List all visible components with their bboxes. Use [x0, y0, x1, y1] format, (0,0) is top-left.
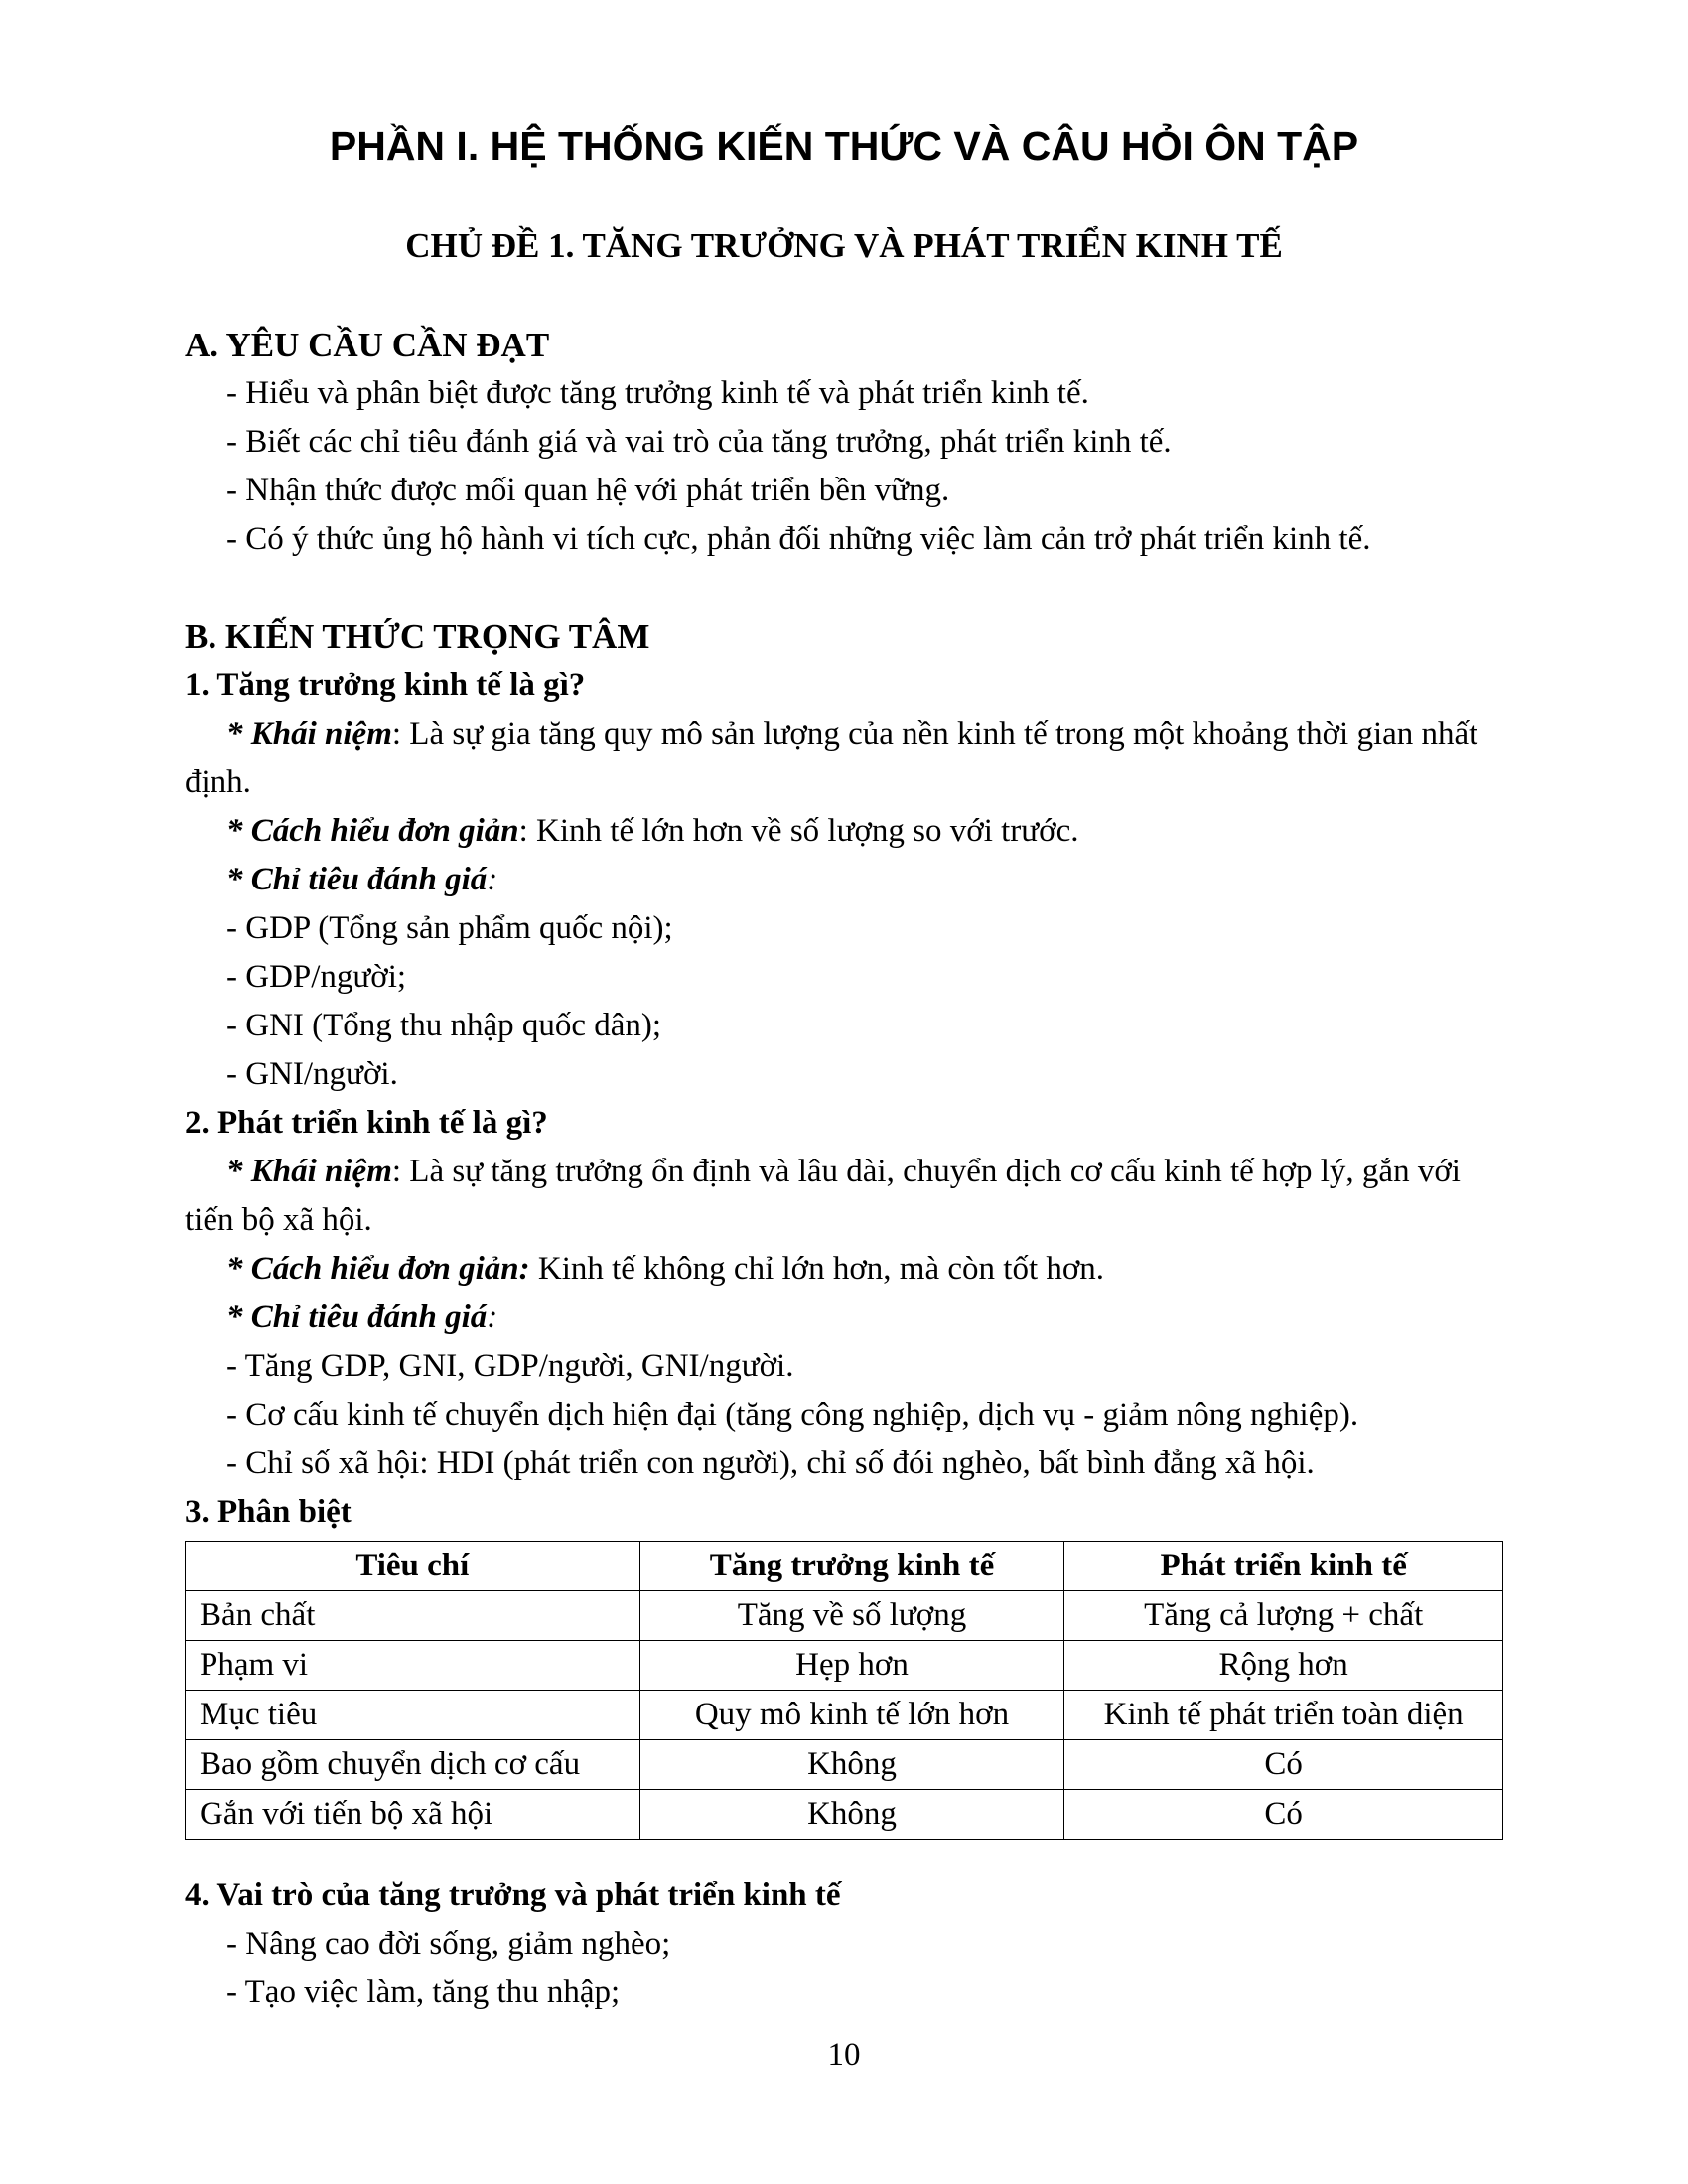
concept-text: : Là sự tăng trưởng ổn định và lâu dài, chuyển dịch cơ cấu kinh tế hợp lý, gắn với tiến bộ xã hội. [185, 1154, 1461, 1238]
topic-title: CHỦ ĐỀ 1. TĂNG TRƯỞNG VÀ PHÁT TRIỂN KINH TẾ [405, 226, 1283, 265]
concept-label: * Khái niệm [226, 716, 392, 751]
section-b-heading: B. KIẾN THỨC TRỌNG TÂM [185, 617, 650, 656]
q3-heading: 3. Phân biệt [185, 1494, 352, 1530]
role-item: - Nâng cao đời sống, giảm nghèo; [226, 1926, 671, 1962]
table-cell: Gắn với tiến bộ xã hội [186, 1790, 640, 1840]
q2-simple [185, 1245, 1505, 1294]
q2-heading: 2. Phát triển kinh tế là gì? [185, 1105, 548, 1141]
criteria-item: - GDP (Tổng sản phẩm quốc nội); [226, 910, 673, 946]
table-cell: Tăng cả lượng + chất [1064, 1591, 1503, 1641]
document-body [185, 321, 1505, 2017]
table-header-row [186, 1542, 1503, 1591]
criteria-item: - GDP/người; [226, 959, 407, 995]
simple-label: * Cách hiểu đơn giản [226, 813, 519, 849]
criteria-item: - Chỉ số xã hội: HDI (phát triển con người), chỉ số đói nghèo, bất bình đẳng xã hội. [226, 1445, 1315, 1481]
criteria-colon: : [487, 1299, 498, 1335]
comparison-table [185, 1541, 1503, 1840]
criteria-item: - GNI/người. [226, 1056, 398, 1092]
table-cell: Quy mô kinh tế lớn hơn [639, 1691, 1064, 1740]
table-cell: Không [639, 1740, 1064, 1790]
table-row [186, 1740, 1503, 1790]
table-row [186, 1641, 1503, 1691]
table-cell: Kinh tế phát triển toàn diện [1064, 1691, 1503, 1740]
simple-label: * Cách hiểu đơn giản: [226, 1251, 530, 1287]
table-cell: Phạm vi [186, 1641, 640, 1691]
simple-text: Kinh tế không chỉ lớn hơn, mà còn tốt hơn. [529, 1251, 1105, 1287]
q1-simple [185, 807, 1505, 856]
table-cell: Bao gồm chuyển dịch cơ cấu [186, 1740, 640, 1790]
q2-criteria-label [185, 1294, 1505, 1342]
table-header-cell: Tiêu chí [186, 1542, 640, 1591]
table-cell: Có [1064, 1740, 1503, 1790]
criteria-colon: : [487, 862, 498, 897]
table-cell: Bản chất [186, 1591, 640, 1641]
table-row [186, 1790, 1503, 1840]
requirement-item: - Biết các chỉ tiêu đánh giá và vai trò của tăng trưởng, phát triển kinh tế. [226, 424, 1172, 460]
simple-text: : Kinh tế lớn hơn về số lượng so với trước. [518, 813, 1079, 849]
section-a-heading: A. YÊU CẦU CẦN ĐẠT [185, 326, 550, 364]
table-header-cell: Tăng trưởng kinh tế [639, 1542, 1064, 1591]
table-cell: Có [1064, 1790, 1503, 1840]
requirement-item: - Nhận thức được mối quan hệ với phát triển bền vững. [226, 473, 950, 508]
role-item: - Tạo việc làm, tăng thu nhập; [226, 1975, 621, 2010]
q2-concept [185, 1148, 1505, 1245]
part-heading: PHẦN I. HỆ THỐNG KIẾN THỨC VÀ CÂU HỎI ÔN TẬP [329, 123, 1359, 169]
table-cell: Không [639, 1790, 1064, 1840]
table-cell: Tăng về số lượng [639, 1591, 1064, 1641]
requirement-item: - Hiểu và phân biệt được tăng trưởng kinh tế và phát triển kinh tế. [226, 375, 1089, 411]
table-row [186, 1691, 1503, 1740]
table-row [186, 1591, 1503, 1641]
q1-criteria-label [185, 856, 1505, 904]
concept-label: * Khái niệm [226, 1154, 392, 1189]
page-number: 10 [827, 2037, 861, 2073]
criteria-item: - Tăng GDP, GNI, GDP/người, GNI/người. [226, 1348, 794, 1384]
table-header-cell: Phát triển kinh tế [1064, 1542, 1503, 1591]
concept-text: : Là sự gia tăng quy mô sản lượng của nền kinh tế trong một khoảng thời gian nhất định. [185, 716, 1478, 800]
q4-heading: 4. Vai trò của tăng trưởng và phát triển kinh tế [185, 1877, 841, 1913]
table-cell: Mục tiêu [186, 1691, 640, 1740]
table-cell: Rộng hơn [1064, 1641, 1503, 1691]
table-cell: Hẹp hơn [639, 1641, 1064, 1691]
criteria-item: - Cơ cấu kinh tế chuyển dịch hiện đại (tăng công nghiệp, dịch vụ - giảm nông nghiệp). [226, 1397, 1359, 1433]
q1-concept [185, 710, 1505, 807]
criteria-label: * Chỉ tiêu đánh giá [226, 862, 488, 897]
criteria-item: - GNI (Tổng thu nhập quốc dân); [226, 1008, 662, 1043]
q1-heading: 1. Tăng trưởng kinh tế là gì? [185, 667, 586, 703]
criteria-label: * Chỉ tiêu đánh giá [226, 1299, 488, 1335]
requirement-item: - Có ý thức ủng hộ hành vi tích cực, phản đối những việc làm cản trở phát triển kinh tế. [226, 521, 1371, 557]
